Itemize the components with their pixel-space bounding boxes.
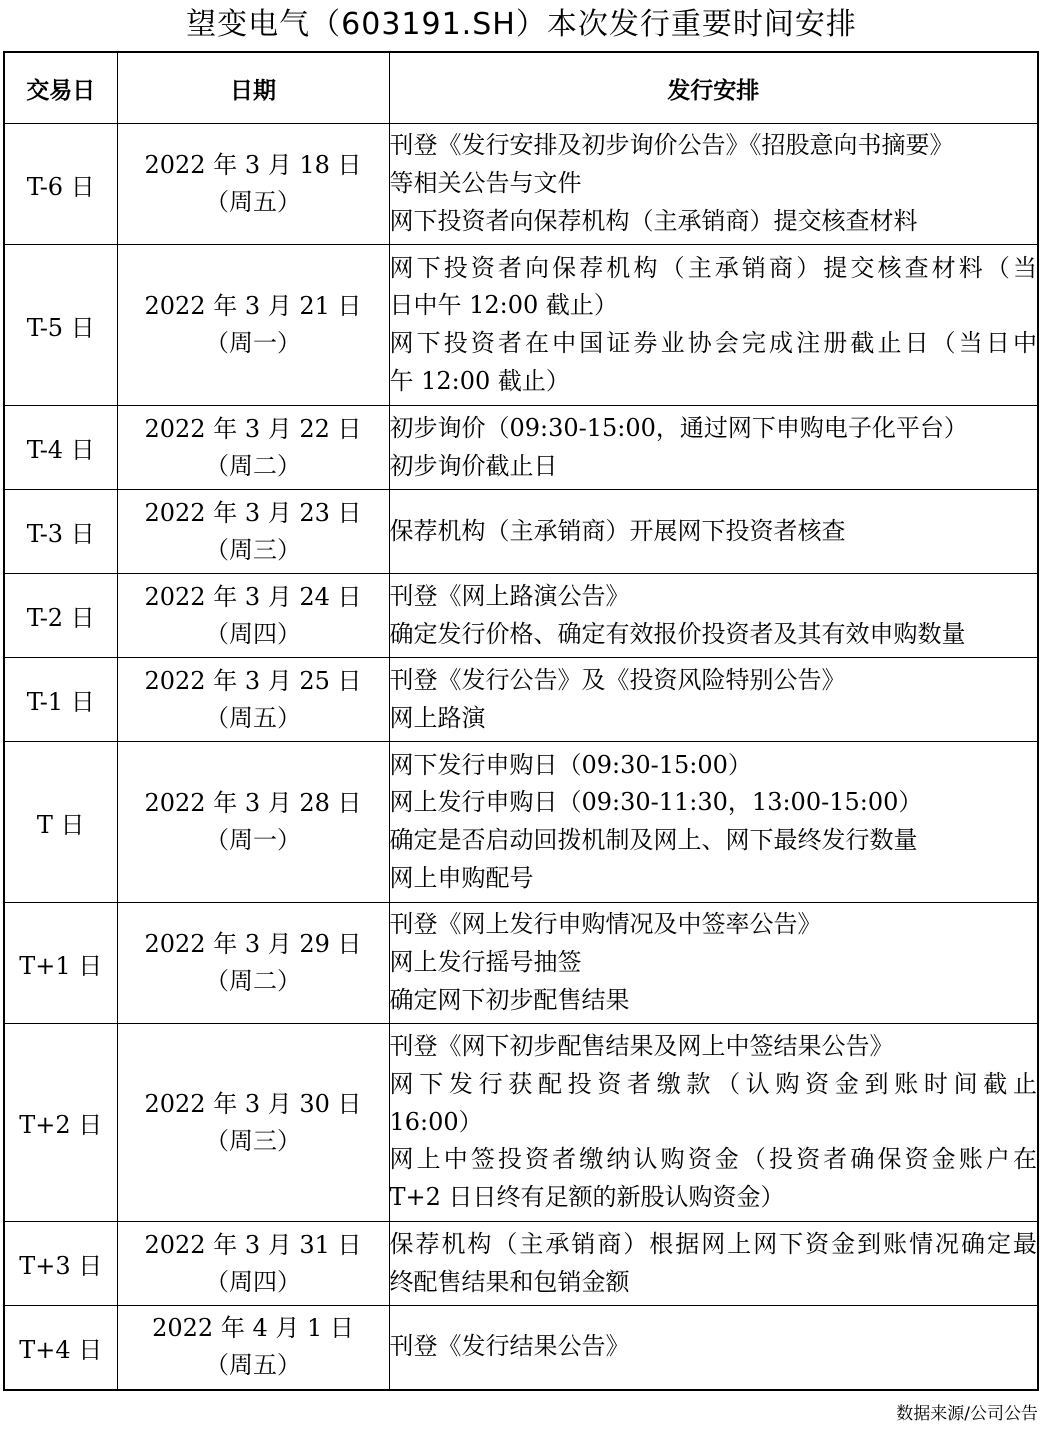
plan-line: 午 12:00 截止） [389,366,570,395]
trade-day-cell: T+4 日 [4,1306,117,1390]
plan-line: 网下发行获配投资者缴款（认购资金到账时间截止 [389,1069,1037,1098]
plan-line: 等相关公告与文件 [389,169,582,198]
weekday-text: （周五） [205,1351,301,1380]
plan-line: 初步询价（09:30-15:00，通过网下申购电子化平台） [389,413,968,442]
weekday-text: （周五） [205,703,301,732]
date-text: 2022 年 4 月 1 日 [152,1314,354,1343]
weekday-text: （周二） [205,451,301,480]
plan-line: 网上路演 [389,703,486,732]
plan-line: 刊登《发行结果公告》 [389,1332,630,1361]
plan-cell [389,490,1038,574]
plan-cell [389,658,1038,742]
plan-line: 16:00） [389,1107,483,1136]
table-row [4,658,1038,742]
weekday-text: （周一） [205,329,301,357]
weekday-text: （周四） [205,619,301,648]
date-cell [117,490,389,574]
trade-day-cell: T-4 日 [4,406,117,490]
plan-cell [389,1024,1038,1222]
date-text: 2022 年 3 月 29 日 [144,930,362,958]
table-row [4,742,1038,903]
date-text: 2022 年 3 月 31 日 [144,1230,362,1259]
trade-day-cell: T-2 日 [4,574,117,658]
plan-line: 确定网下初步配售结果 [389,985,630,1014]
table-row [4,1222,1038,1306]
table-row [4,490,1038,574]
plan-line: 刊登《网上路演公告》 [389,581,630,610]
plan-line: 保荐机构（主承销商）开展网下投资者核查 [389,516,846,545]
plan-cell [389,742,1038,903]
weekday-text: （周三） [205,535,301,564]
date-cell [117,124,389,245]
trade-day-cell: T 日 [4,742,117,903]
plan-cell [389,903,1038,1024]
trade-day-cell: T-6 日 [4,124,117,245]
plan-cell [389,245,1038,406]
page-title: 望变电气（603191.SH）本次发行重要时间安排 [186,7,857,42]
date-text: 2022 年 3 月 18 日 [144,151,362,179]
date-text: 2022 年 3 月 24 日 [144,582,362,611]
weekday-text: （周二） [205,967,301,995]
plan-line: 网下投资者在中国证券业协会完成注册截止日（当日中 [389,329,1037,357]
date-cell [117,1024,389,1222]
date-cell [117,1306,389,1390]
date-cell [117,1222,389,1306]
plan-line: 刊登《发行安排及初步询价公告》《招股意向书摘要》 [389,131,954,160]
date-cell [117,742,389,903]
plan-line: 网上中签投资者缴纳认购资金（投资者确保资金账户在 [389,1145,1037,1174]
plan-line: 网下投资者向保荐机构（主承销商）提交核查材料（当 [389,253,1037,282]
header-plan: 发行安排 [389,52,1038,124]
date-text: 2022 年 3 月 23 日 [144,498,362,527]
table-row [4,124,1038,245]
plan-line: T+2 日日终有足额的新股认购资金） [389,1183,785,1212]
trade-day-cell: T+3 日 [4,1222,117,1306]
plan-line: 刊登《发行公告》及《投资风险特别公告》 [389,665,846,694]
plan-cell [389,406,1038,490]
date-cell [117,574,389,658]
weekday-text: （周四） [205,1267,301,1296]
weekday-text: （周五） [205,188,301,216]
date-cell [117,658,389,742]
weekday-text: （周三） [205,1126,301,1155]
date-cell [117,903,389,1024]
plan-line: 确定发行价格、确定有效报价投资者及其有效申购数量 [389,619,966,648]
plan-cell [389,1222,1038,1306]
plan-cell [389,124,1038,245]
plan-line: 保荐机构（主承销商）根据网上网下资金到账情况确定最 [389,1229,1037,1258]
table-row [4,903,1038,1024]
trade-day-cell: T+1 日 [4,903,117,1024]
trade-day-cell: T-1 日 [4,658,117,742]
plan-line: 终配售结果和包销金额 [389,1267,630,1296]
date-text: 2022 年 3 月 28 日 [144,789,362,817]
header-date: 日期 [117,52,389,124]
table-row [4,1306,1038,1390]
date-cell [117,245,389,406]
table-body [4,124,1038,1390]
table-row [4,406,1038,490]
table-row [4,574,1038,658]
trade-day-cell: T-5 日 [4,245,117,406]
table-row [4,245,1038,406]
data-source-note: 数据来源/公司公告 [896,1404,1038,1424]
plan-line: 网下发行申购日（09:30-15:00） [389,750,752,779]
date-text: 2022 年 3 月 25 日 [144,666,362,695]
plan-line: 网下投资者向保荐机构（主承销商）提交核查材料 [389,206,918,235]
table-row [4,1024,1038,1222]
date-text: 2022 年 3 月 22 日 [144,414,362,443]
date-text: 2022 年 3 月 30 日 [144,1089,362,1118]
plan-line: 刊登《网下初步配售结果及网上中签结果公告》 [389,1032,894,1061]
plan-line: 确定是否启动回拨机制及网上、网下最终发行数量 [389,826,918,854]
header-trade-day: 交易日 [4,52,117,124]
trade-day-cell: T+2 日 [4,1024,117,1222]
plan-cell [389,574,1038,658]
date-text: 2022 年 3 月 21 日 [144,292,362,320]
plan-line: 网上发行摇号抽签 [389,948,582,977]
plan-line: 刊登《网上发行申购情况及中签率公告》 [389,910,822,939]
plan-line: 初步询价截止日 [389,451,558,480]
plan-line: 日中午 12:00 截止） [389,291,618,320]
trade-day-cell: T-3 日 [4,490,117,574]
date-cell [117,406,389,490]
table-header-row [4,52,1038,124]
plan-line: 网上申购配号 [389,863,534,892]
schedule-table [3,51,1039,1391]
plan-line: 网上发行申购日（09:30-11:30，13:00-15:00） [389,788,923,817]
weekday-text: （周一） [205,826,301,854]
plan-cell [389,1306,1038,1390]
